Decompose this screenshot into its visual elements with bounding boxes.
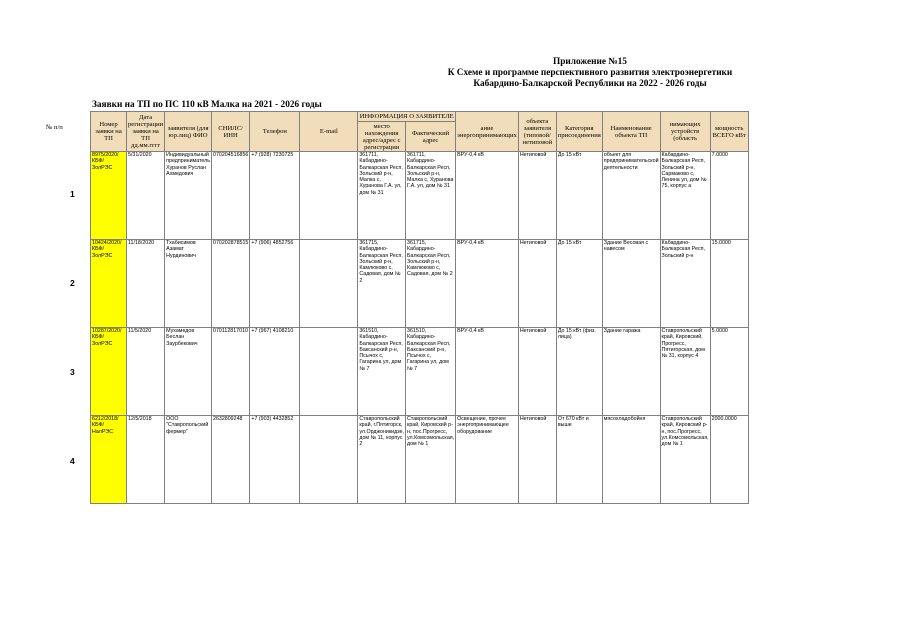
cell-email — [300, 416, 358, 504]
cell-request: 6212/2018/ КБФ/ НалРЭС — [91, 416, 127, 504]
cell-location: Ставропольский край, Кировский, Прогресс, Пятигорская, дом № 31, корпус 4 — [660, 328, 710, 416]
column-request-header: Номер заявки на ТП — [91, 112, 127, 152]
column-date-header: Дата регистрации заявки на ТП дд.мм.гггг — [127, 112, 165, 152]
cell-addr-fact: 361711, Кабардино-Балкарская Респ, Зольский р-н, Малка с, Хуранова Г.А. ул, дом № 31 — [406, 152, 456, 240]
cell-object-type: Нетиповой — [518, 240, 556, 328]
table-row — [91, 152, 749, 240]
cell-addr-reg: 361510, Кабардино-Балкарская Респ, Баксанский р-н, Псычох с, Гагарина ул, дом № 7 — [358, 328, 406, 416]
cell-object-name: Здание гаража — [602, 328, 660, 416]
cell-object-type: Нетиповой — [518, 416, 556, 504]
appendix-number: Приложение №15 — [553, 57, 627, 67]
cell-addr-fact: 361510, Кабардино-Балкарская Респ, Баксанский р-н, Псычох с, Гагарина ул, дом № 7 — [406, 328, 456, 416]
table-title: Заявки на ТП по ПС 110 кВ Малка на 2021 - 2026 годы — [92, 100, 322, 110]
cell-category: До 15 кВт (физ. лица) — [556, 328, 602, 416]
cell-email — [300, 240, 358, 328]
cell-location: Кабардино-Балкарская Респ, Зольский р-н — [660, 240, 710, 328]
column-object-type-header: объекта заявителя (типовой/ нетиповой — [518, 112, 556, 152]
cell-location: Кабардино-Балкарская Респ, Зольский р-н, Сармаково с, Ленина ул, дом № 75, корпус а — [660, 152, 710, 240]
requests-table — [90, 111, 749, 504]
cell-power-source: Освещение, прочее энергопринимающее оборудование — [456, 416, 519, 504]
cell-date: 11/18/2020 — [127, 240, 165, 328]
header-line-2: К Схеме и программе перспективного развития электроэнергетики — [447, 68, 733, 78]
cell-addr-fact: 361715, Кабардино-Балкарская Респ, Зольский р-н, Камлюково с, Садовая, дом № 2 — [406, 240, 456, 328]
cell-applicant: Тхабисимов Азамат Нурдинович — [165, 240, 212, 328]
column-num-header: № п/п — [46, 124, 63, 131]
row-number: 1 — [70, 189, 75, 199]
cell-email — [300, 328, 358, 416]
cell-object-name: мясохладобойня — [602, 416, 660, 504]
cell-addr-reg: 361711, Кабардино-Балкарская Респ, Зольский р-н, Малка с, Хуранова Г.А. ул, дом № 31 — [358, 152, 406, 240]
cell-power-source: ВРУ-0,4 кВ — [456, 328, 519, 416]
cell-snils: 070204516856 — [212, 152, 250, 240]
cell-object-type: Нетиповой — [518, 152, 556, 240]
cell-power-source: ВРУ-0,4 кВ — [456, 240, 519, 328]
cell-date: 5/31/2020 — [127, 152, 165, 240]
cell-phone: +7 (903) 4432852 — [250, 416, 300, 504]
cell-request: 10424/2020/ КБФ/ ЗолРЭС — [91, 240, 127, 328]
column-power-header: мощность ВСЕГО кВт — [710, 112, 748, 152]
column-addr-reg-header: место нахождения адрес/адрес с регистрации — [358, 122, 406, 152]
cell-request: 10287/2020/ КБФ/ ЗолРЭС — [91, 328, 127, 416]
column-category-header: Категория присоединения — [556, 112, 602, 152]
row-number: 4 — [70, 456, 75, 466]
cell-location: Ставропольский край, Кировский р-н, пос.Прогресс, ул.Комсомольская, дом № 1 — [660, 416, 710, 504]
cell-category: От 670 кВт и выше — [556, 416, 602, 504]
table-row — [91, 328, 749, 416]
table-row — [91, 240, 749, 328]
cell-power: 5.0000 — [710, 328, 748, 416]
column-location-header: нимающих устройств (область — [660, 112, 710, 152]
cell-phone: +7 (928) 7230725 — [250, 152, 300, 240]
column-phone-header: Телефон — [250, 112, 300, 152]
cell-phone: +7 (906) 4852756 — [250, 240, 300, 328]
row-number: 2 — [70, 278, 75, 288]
cell-snils: 070112817010 — [212, 328, 250, 416]
cell-applicant: Индивидуальный предприниматель Хуранов Руслан Ахмедович — [165, 152, 212, 240]
header-line-3: Кабардино-Балкарской Республики на 2022 - 2026 годы — [473, 79, 707, 89]
cell-category: До 15 кВт — [556, 240, 602, 328]
cell-object-type: Нетиповой — [518, 328, 556, 416]
column-power-source-header: ание энергопринимающих — [456, 112, 519, 152]
cell-snils: 2632809248 — [212, 416, 250, 504]
cell-date: 12/5/2018 — [127, 416, 165, 504]
document-header — [420, 57, 760, 90]
cell-object-name: объект для предпринимательской деятельности — [602, 152, 660, 240]
row-number: 3 — [70, 367, 75, 377]
cell-email — [300, 152, 358, 240]
cell-applicant: Мухамедов Беслан Заурбекович — [165, 328, 212, 416]
table-row — [91, 416, 749, 504]
cell-addr-fact: Ставропольский край, Кировский р-н, пос.Прогресс, ул.Комсомольская, дом № 1 — [406, 416, 456, 504]
cell-addr-reg: Ставропольский край, г.Пятигорск, ул.Орджоникидзе, дом № 11, корпус 2 — [358, 416, 406, 504]
cell-request: 8975/2020/ КБФ/ ЗолРЭС — [91, 152, 127, 240]
cell-snils: 070202878515 — [212, 240, 250, 328]
cell-power: 7.0000 — [710, 152, 748, 240]
cell-applicant: ООО "Ставропольский фермер" — [165, 416, 212, 504]
cell-addr-reg: 361715, Кабардино-Балкарская Респ, Зольский р-н, Камлюково с, Садовая, дом № 2 — [358, 240, 406, 328]
cell-phone: +7 (967) 4108210 — [250, 328, 300, 416]
column-snils-header: СНИЛС/ИНН — [212, 112, 250, 152]
cell-power: 2000.0000 — [710, 416, 748, 504]
cell-object-name: Здание Весовая с навесом — [602, 240, 660, 328]
cell-category: До 15 кВт — [556, 152, 602, 240]
applicant-info-group-header: ИНФОРМАЦИЯ О ЗАЯВИТЕЛЕ — [359, 113, 454, 120]
column-email-header: E-mail — [300, 112, 358, 152]
column-applicant-header: заявителя (для юр.лиц) ФИО — [165, 112, 212, 152]
cell-date: 11/5/2020 — [127, 328, 165, 416]
cell-power: 15.0000 — [710, 240, 748, 328]
cell-power-source: ВРУ-0,4 кВ — [456, 152, 519, 240]
column-addr-fact-header: Фактический адрес — [406, 122, 456, 152]
column-object-name-header: Наименование объекта ТП — [602, 112, 660, 152]
